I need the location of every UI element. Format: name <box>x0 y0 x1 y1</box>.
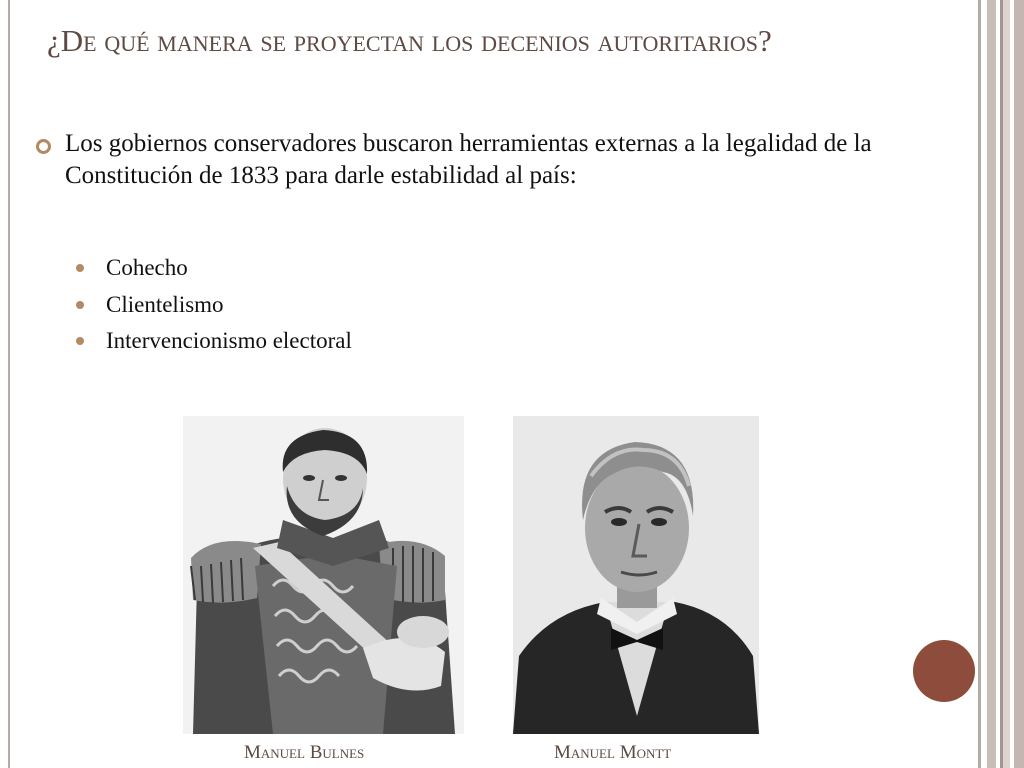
sub-bullet-list <box>76 250 352 360</box>
main-bullet-text: Los gobiernos conservadores buscaron herramientas externas a la legalidad de la Constitución de 1833 para darle estabilidad al país: <box>65 130 872 189</box>
ring-bullet-icon <box>36 139 51 154</box>
portrait-caption-montt: Manuel Montt <box>554 742 672 763</box>
dot-bullet-icon <box>76 301 84 309</box>
portrait-montt-image <box>513 416 759 734</box>
main-bullet <box>36 128 966 192</box>
decorative-circle-icon <box>913 640 975 702</box>
list-item <box>76 287 352 324</box>
sub-bullet-text: Intervencionismo electoral <box>106 328 352 354</box>
list-item <box>76 323 352 360</box>
sub-bullet-text: Clientelismo <box>106 291 224 317</box>
left-frame-line <box>8 0 10 768</box>
sub-bullet-text: Cohecho <box>106 255 188 281</box>
portrait-caption-bulnes: Manuel Bulnes <box>244 742 365 763</box>
list-item <box>76 250 352 287</box>
dot-bullet-icon <box>76 337 84 345</box>
portrait-bulnes-image <box>183 416 464 734</box>
dot-bullet-icon <box>76 264 84 272</box>
right-frame-stripes <box>978 0 1024 768</box>
slide-title: ¿De qué manera se proyectan los decenios autoritarios? <box>47 23 772 58</box>
